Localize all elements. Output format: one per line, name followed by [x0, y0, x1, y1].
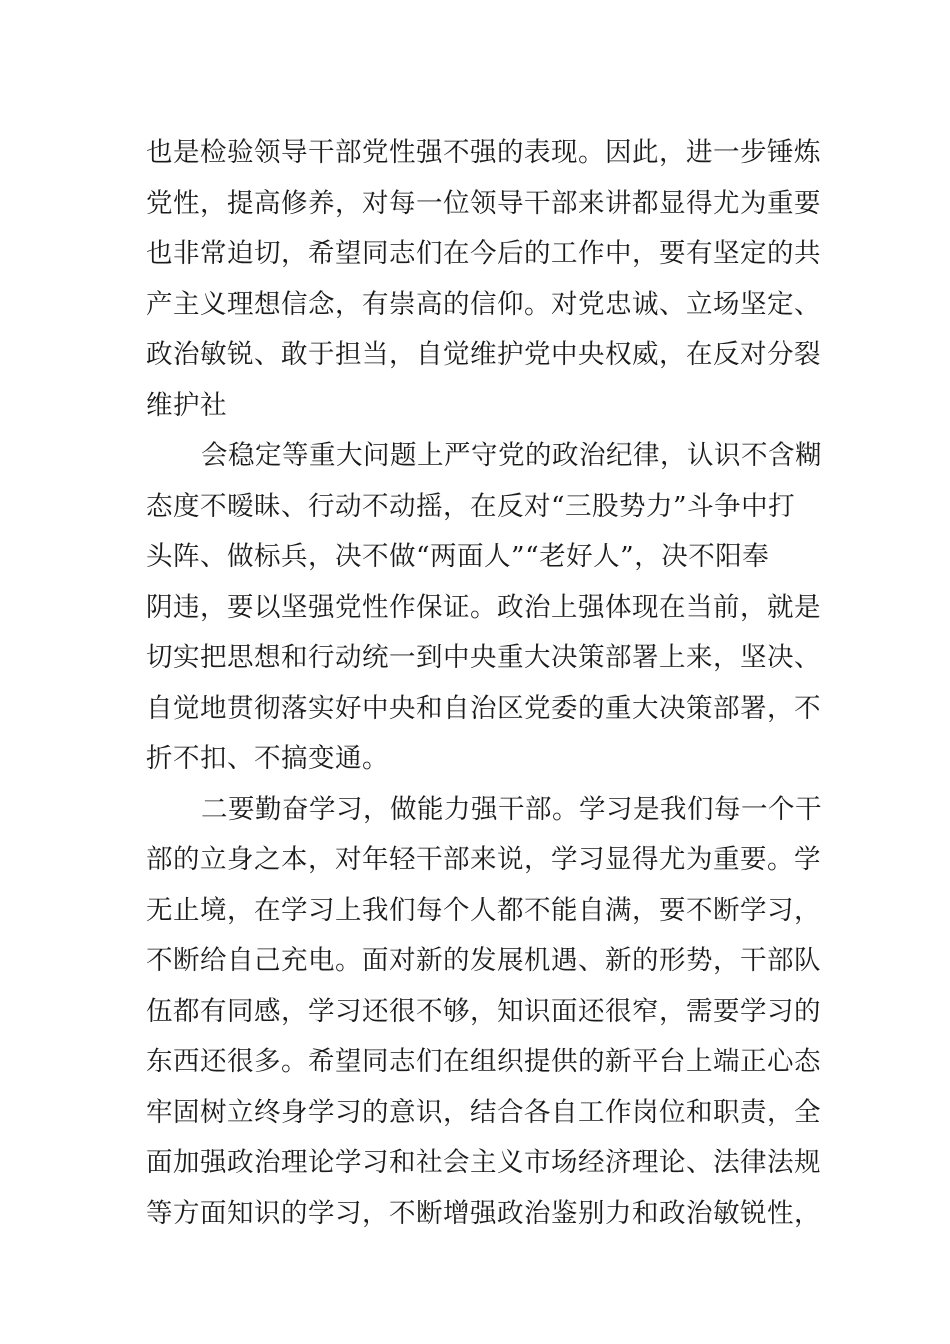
text-line: 无止境，在学习上我们每个人都不能自满，要不断学习， — [146, 894, 821, 926]
text-line: 自觉地贯彻落实好中央和自治区党委的重大决策部署，不 — [146, 692, 821, 724]
text-line: 政治敏锐、敢于担当，自觉维护党中央权威，在反对分裂 — [146, 339, 821, 370]
body-text — [146, 128, 822, 1239]
text-line: 部的立身之本，对年轻干部来说，学习显得尤为重要。学 — [146, 844, 821, 875]
text-line: 等方面知识的学习，不断增强政治鉴别力和政治敏锐性， — [146, 1197, 821, 1229]
text-line: 态度不暧昧、行动不动摇，在反对“三股势力”斗争中打 — [146, 490, 796, 522]
text-line: 折不扣、不搞变通。 — [146, 743, 389, 774]
text-line: 维护社 — [146, 389, 227, 421]
text-line: 阴违，要以坚强党性作保证。政治上强体现在当前，就是 — [146, 591, 821, 623]
text-line: 面加强政治理论学习和社会主义市场经济理论、法律法规 — [146, 1147, 821, 1178]
text-line: 党性，提高修养，对每一位领导干部来讲都显得尤为重要 — [146, 187, 821, 219]
text-line: 也是检验领导干部党性强不强的表现。因此，进一步锤炼 — [146, 137, 821, 168]
text-line: 头阵、做标兵，决不做“两面人”“老好人”，决不阳奉 — [146, 541, 770, 572]
paragraph-first-line: 会稳定等重大问题上严守党的政治纪律，认识不含糊 — [201, 440, 822, 471]
paragraph-first-line: 二要勤奋学习，做能力强干部。学习是我们每一个干 — [201, 793, 822, 825]
text-line: 切实把思想和行动统一到中央重大决策部署上来，坚决、 — [146, 642, 821, 673]
text-line: 牢固树立终身学习的意识，结合各自工作岗位和职责，全 — [146, 1096, 821, 1128]
text-line: 不断给自己充电。面对新的发展机遇、新的形势，干部队 — [146, 945, 821, 976]
text-line: 伍都有同感，学习还很不够，知识面还很窄，需要学习的 — [146, 995, 821, 1027]
text-line: 产主义理想信念，有崇高的信仰。对党忠诚、立场坚定、 — [146, 288, 821, 320]
text-line: 东西还很多。希望同志们在组织提供的新平台上端正心态 — [146, 1046, 821, 1077]
text-line: 也非常迫切，希望同志们在今后的工作中，要有坚定的共 — [146, 238, 821, 269]
